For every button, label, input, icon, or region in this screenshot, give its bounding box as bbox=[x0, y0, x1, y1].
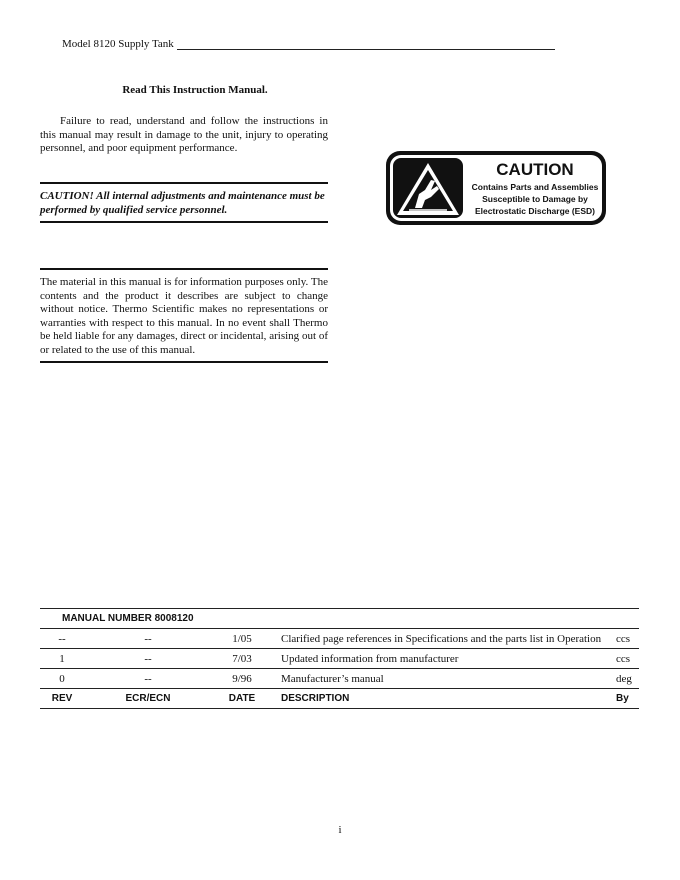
revision-table bbox=[40, 608, 639, 709]
by-cell: ccs bbox=[616, 629, 639, 649]
page-header: Model 8120 Supply Tank bbox=[62, 38, 174, 50]
caution-note: CAUTION! All internal adjustments and maintenance must be performed by qualified service personnel. bbox=[40, 190, 325, 216]
table-row bbox=[40, 629, 639, 649]
ecr-cell: -- bbox=[84, 669, 212, 689]
date-cell: 1/05 bbox=[212, 629, 272, 649]
esd-title: CAUTION bbox=[496, 160, 574, 179]
page-number: i bbox=[338, 824, 342, 836]
ecr-header: ECR/ECN bbox=[84, 689, 212, 709]
description-header: DESCRIPTION bbox=[272, 689, 616, 709]
ecr-cell: -- bbox=[84, 629, 212, 649]
date-cell: 9/96 bbox=[212, 669, 272, 689]
table-header-row bbox=[40, 689, 639, 709]
esd-line-1: Contains Parts and Assemblies bbox=[471, 182, 599, 192]
description-cell: Clarified page references in Specifications and the parts list in Operation bbox=[272, 629, 616, 649]
by-cell: ccs bbox=[616, 649, 639, 669]
by-cell: deg bbox=[616, 669, 639, 689]
description-cell: Updated information from manufacturer bbox=[272, 649, 616, 669]
disclaimer-text: The material in this manual is for information purposes only. The contents and the product it describes are subject to change without notice. Thermo Scientific makes no representations or warranties with respect to this manual. In no event shall Thermo be held liable for any damages, direct or incidental, arising out of or related to the use of this manual. bbox=[40, 276, 328, 356]
manual-number-row bbox=[40, 609, 639, 629]
rev-header: REV bbox=[40, 689, 84, 709]
instructions-body: Failure to read, understand and follow the instructions in this manual may result in damage to the unit, injury to operating personnel, and poor equipment performance. bbox=[40, 115, 328, 154]
date-cell: 7/03 bbox=[212, 649, 272, 669]
table-row bbox=[40, 669, 639, 689]
disclaimer-bottom-rule bbox=[40, 361, 328, 363]
table-row bbox=[40, 649, 639, 669]
by-header: By bbox=[616, 689, 639, 709]
rev-cell: -- bbox=[40, 629, 84, 649]
rev-cell: 1 bbox=[40, 649, 84, 669]
esd-line-3: Electrostatic Discharge (ESD) bbox=[475, 206, 595, 216]
description-cell: Manufacturer’s manual bbox=[272, 669, 616, 689]
manual-number: MANUAL NUMBER 8008120 bbox=[40, 609, 639, 629]
caution-bottom-rule bbox=[40, 221, 328, 223]
disclaimer-top-rule bbox=[40, 268, 328, 270]
rev-cell: 0 bbox=[40, 669, 84, 689]
instructions-title: Read This Instruction Manual. bbox=[122, 84, 268, 96]
ecr-cell: -- bbox=[84, 649, 212, 669]
date-header: DATE bbox=[212, 689, 272, 709]
esd-caution-label bbox=[385, 150, 607, 226]
caution-top-rule bbox=[40, 182, 328, 184]
header-rule bbox=[177, 49, 555, 50]
esd-line-2: Susceptible to Damage by bbox=[482, 194, 588, 204]
